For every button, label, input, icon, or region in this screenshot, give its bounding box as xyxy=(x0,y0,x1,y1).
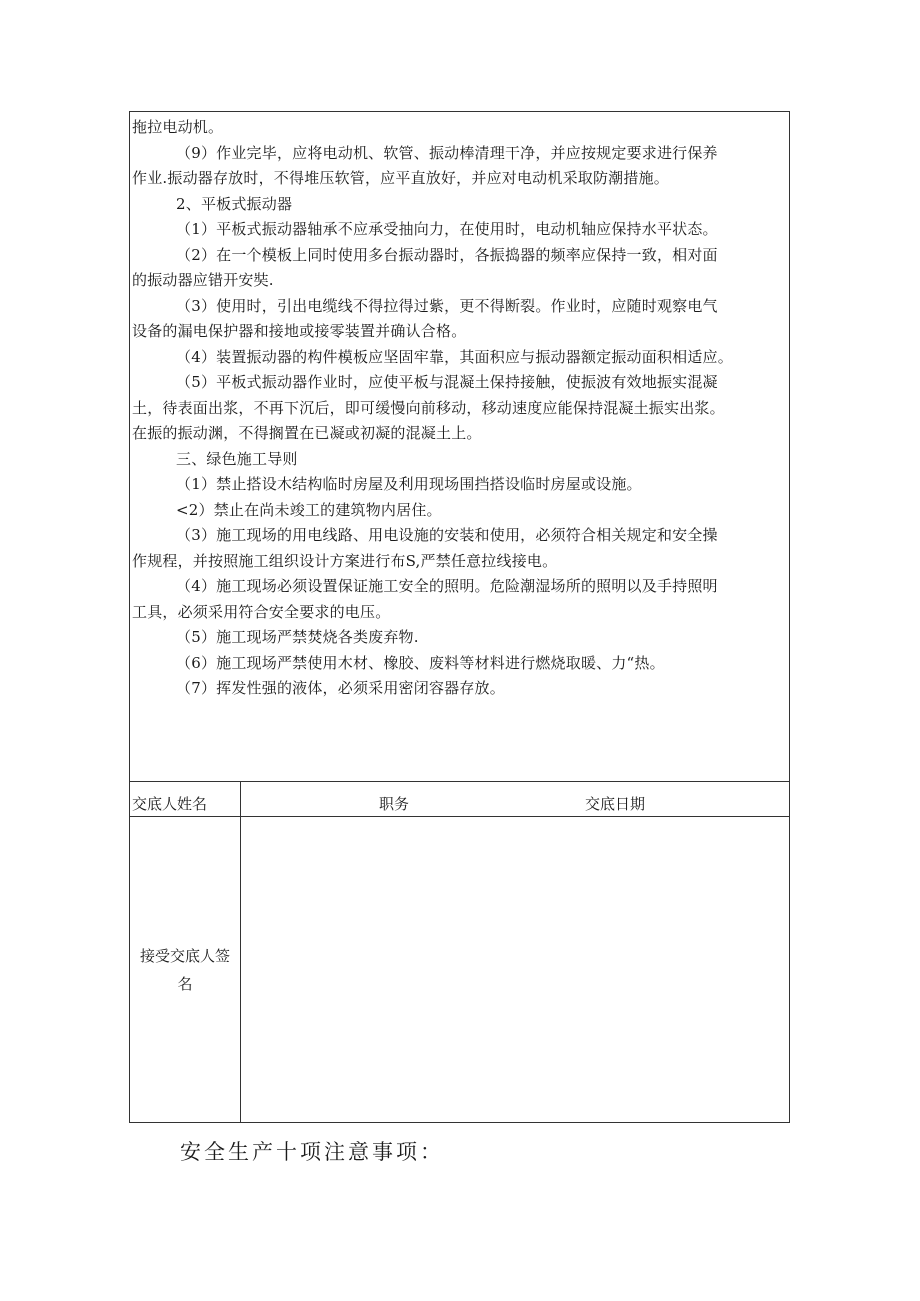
position-label: 职务 xyxy=(379,795,410,813)
disclosure-form xyxy=(129,111,790,1123)
signature-label-line: 接受交底人签 xyxy=(139,947,230,965)
table-divider xyxy=(130,816,789,817)
column-divider xyxy=(240,781,241,1122)
paragraph-line: 作规程，并按照施工组织设计方案进行布S,严禁任意拉线接电。 xyxy=(132,551,558,570)
paragraph-line: （1）平板式振动器轴承不应承受抽向力，在使用时，电动机轴应保持水平状态。 xyxy=(176,220,718,238)
table-divider xyxy=(130,781,789,782)
body-text xyxy=(130,112,789,781)
signature-label xyxy=(130,942,240,998)
paragraph-line: （4）装置振动器的构件模板应坚固牢靠，其面积应与振动器额定振动面积相适应。 xyxy=(176,347,733,366)
paragraph-line: 的振动器应错开安奘. xyxy=(132,271,274,289)
paragraph-line: （4）施工现场必须设置保证施工安全的照明。危险潮湿场所的照明以及手持照明 xyxy=(176,577,718,595)
paragraph-line: 工具，必须采用符合安全要求的电压。 xyxy=(132,602,391,621)
paragraph-line: 拖拉电动机。 xyxy=(132,118,224,136)
footer-title: 安全生产十项注意事项： xyxy=(180,1140,444,1164)
paragraph-line: <2）禁止在尚未竣工的建筑物内居住。 xyxy=(176,500,442,519)
paragraph-line: （5）平板式振动器作业时，应使平板与混凝土保持接触，使振波有效地振实混凝 xyxy=(176,373,718,391)
paragraph-line: 在振的振动渊，不得搁置在已凝或初凝的混凝土上。 xyxy=(132,424,482,442)
paragraph-line: （1）禁止搭设木结构临时房屋及利用现场围挡搭设临时房屋或设施。 xyxy=(176,475,642,493)
paragraph-line: （3）使用时，引出电缆线不得拉得过紫，更不得断裂。作业时，应随时观察电气 xyxy=(176,296,718,315)
paragraph-line: （2）在一个模板上同时使用多台振动器时，各振捣器的频率应保持一致，相对面 xyxy=(176,245,718,264)
section-heading: 三、绿色施工导则 xyxy=(176,449,298,468)
signature-label-line: 名 xyxy=(177,975,193,993)
paragraph-line: 作业.振动器存放时，不得堆压软管，应平直放好，并应对电动机采取防潮措施。 xyxy=(132,169,669,187)
paragraph-line: 土，待表面出浆，不再下沉后，即可缓慢向前移动，移动速度应能保持混凝土振实出浆。 xyxy=(132,398,725,417)
paragraph-line: （7）挥发性强的液体，必须采用密闭容器存放。 xyxy=(176,679,505,697)
paragraph-line: （5）施工现场严禁焚烧各类废弃物. xyxy=(176,628,419,646)
paragraph-line: （6）施工现场严禁使用木材、橡胶、废料等材料进行燃烧取暖、力“热。 xyxy=(176,653,665,672)
paragraph-line: （3）施工现场的用电线路、用电设施的安装和使用，必须符合相关规定和安全操 xyxy=(176,526,718,544)
paragraph-line: （9）作业完毕，应将电动机、软管、振动棒清理干净，并应按规定要求进行保养 xyxy=(176,143,718,162)
section-heading: 2、平板式振动器 xyxy=(176,194,293,213)
date-label: 交底日期 xyxy=(585,795,646,813)
presenter-name-label: 交底人姓名 xyxy=(132,795,208,813)
paragraph-line: 设备的漏电保护器和接地或接零装置并确认合格。 xyxy=(132,322,467,340)
